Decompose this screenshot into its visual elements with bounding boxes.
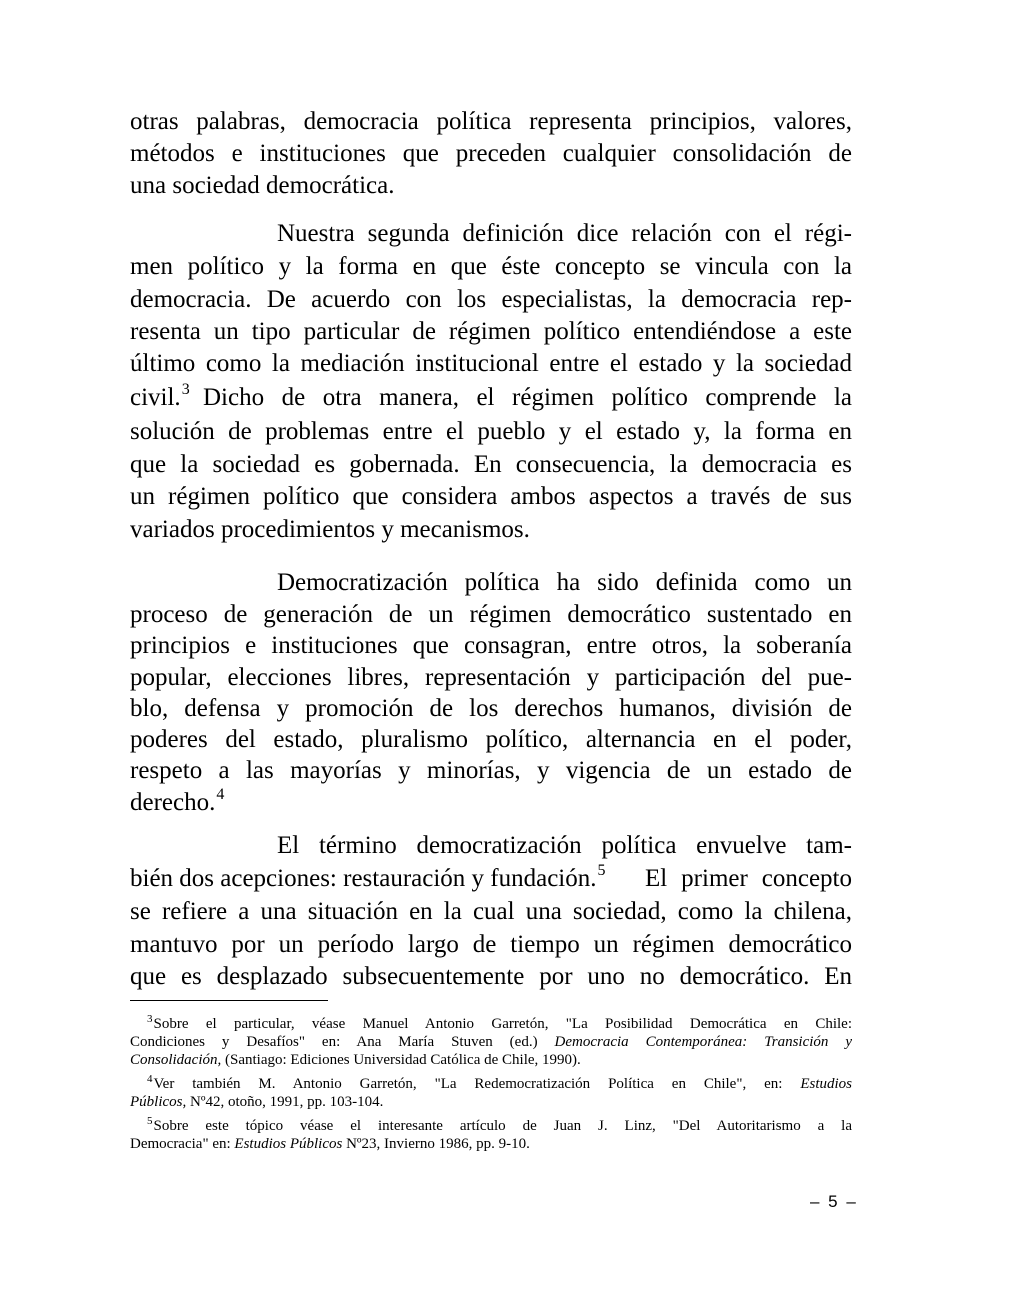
footnote-ref-5: 5 — [597, 862, 606, 879]
body-line: métodos e instituciones que preceden cualquier consolidación de — [130, 140, 852, 167]
body-line: democracia. De acuerdo con los especialistas, la democracia rep- — [130, 286, 852, 313]
body-line: El término democratización política envuelve tam- — [277, 832, 852, 859]
body-line — [130, 787, 852, 819]
body-line: men político y la forma en que éste concepto se vincula con la — [130, 253, 852, 280]
body-text: civil. — [130, 384, 181, 411]
body-line: que es desplazado subsecuentemente por uno no democrático. En — [130, 963, 852, 990]
body-line: variados procedimientos y mecanismos. — [130, 516, 530, 543]
body-line: mantuvo por un período largo de tiempo un régimen democrático — [130, 931, 852, 958]
body-line: Democratización política ha sido definida como un — [277, 569, 852, 596]
body-line: Nuestra segunda definición dice relación con el régi- — [277, 220, 852, 247]
footnote-title: Consolidación, — [130, 1052, 222, 1068]
body-line: popular, elecciones libres, representación y participación del pue- — [130, 664, 852, 691]
body-line: otras palabras, democracia política representa principios, valores, — [130, 108, 852, 135]
footnote-5-line — [147, 1117, 852, 1135]
body-line: respeto a las mayorías y minorías, y vigencia de un estado de — [130, 757, 852, 784]
footnote-text: Nº23, Invierno 1986, pp. 9-10. — [346, 1136, 530, 1152]
footnote-text: Democracia" en: — [130, 1136, 231, 1152]
footnote-3-line — [130, 1051, 852, 1069]
body-line: proceso de generación de un régimen democrático sustentado en — [130, 601, 852, 628]
body-line: se refiere a una situación en la cual una sociedad, como la chilena, — [130, 898, 852, 925]
body-line: Dicho de otra manera, el régimen político comprende la — [203, 384, 852, 411]
footnote-ref-3: 3 — [181, 381, 190, 398]
body-line: poderes del estado, pluralismo político, alternancia en el poder, — [130, 726, 852, 753]
footnote-title: Públicos, — [130, 1094, 187, 1110]
body-line: un régimen político que considera ambos aspectos a través de sus — [130, 483, 852, 510]
footnote-mark: 3 — [147, 1013, 153, 1025]
page-number: – 5 – — [810, 1192, 858, 1211]
body-line: que la sociedad es gobernada. En consecuencia, la democracia es — [130, 451, 852, 478]
body-line — [130, 863, 607, 895]
footnote-text: Condiciones y Desafíos" en: Ana María Stuven (ed.) — [130, 1034, 538, 1050]
footnote-title: Estudios Públicos — [234, 1136, 343, 1152]
footnote-text: Ver también M. Antonio Garretón, "La Redemocratización Política en Chile", en: — [153, 1076, 783, 1092]
body-line — [130, 382, 191, 414]
footnote-5-line — [130, 1135, 852, 1153]
footnote-4-line — [147, 1075, 852, 1093]
body-line: El primer concepto — [645, 865, 852, 892]
footnote-text: Sobre este tópico véase el interesante artículo de Juan J. Linz, "Del Autoritarismo a la — [153, 1118, 852, 1134]
body-line: blo, defensa y promoción de los derechos humanos, división de — [130, 695, 852, 722]
footnote-mark: 4 — [147, 1073, 153, 1085]
footnote-mark: 5 — [147, 1115, 153, 1127]
footnote-separator — [130, 1000, 328, 1001]
body-line: una sociedad democrática. — [130, 172, 395, 199]
footnote-text: (Santiago: Ediciones Universidad Católica de Chile, 1990). — [225, 1052, 581, 1068]
body-line: solución de problemas entre el pueblo y el estado y, la forma en — [130, 418, 852, 445]
body-line: principios e instituciones que consagran, entre otros, la soberanía — [130, 632, 852, 659]
body-text: bién dos acepciones: restauración y fundación. — [130, 865, 597, 892]
footnote-text: Sobre el particular, véase Manuel Antonio Garretón, "La Posibilidad Democrática en Chile: — [153, 1016, 852, 1032]
body-text: derecho. — [130, 789, 216, 816]
footnote-ref-4: 4 — [216, 786, 225, 803]
body-line: resenta un tipo particular de régimen político entendiéndose a este — [130, 318, 852, 345]
footnote-title: Democracia Contemporánea: Transición y — [554, 1034, 852, 1050]
footnote-title: Estudios — [800, 1076, 852, 1092]
footnote-3-line — [147, 1015, 852, 1033]
body-line: último como la mediación institucional entre el estado y la sociedad — [130, 350, 852, 377]
footnote-4-line — [130, 1093, 852, 1111]
footnote-text: Nº42, otoño, 1991, pp. 103-104. — [190, 1094, 384, 1110]
footnote-3-line — [130, 1033, 852, 1051]
